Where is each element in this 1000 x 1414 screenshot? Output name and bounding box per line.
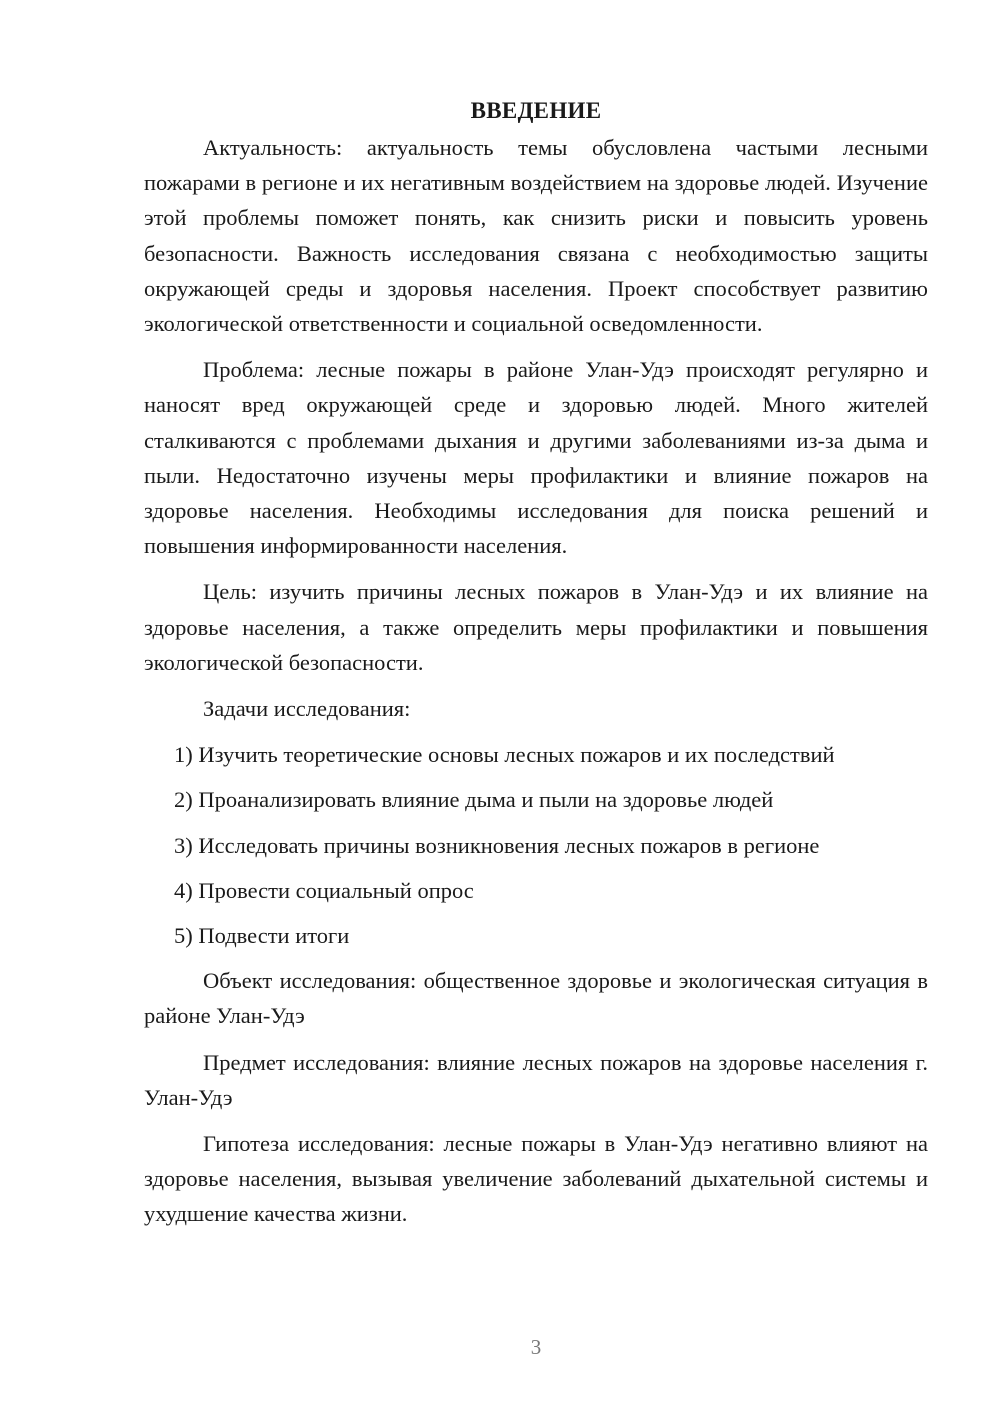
relevance-paragraph: Актуальность: актуальность темы обусловлена частыми лесными пожарами в регионе и их негативным воздействием на здоровье людей. Изучение этой проблемы поможет понять, как снизить риски и повысить уровень безопасности. Важность исследования связана с необходимостью защиты окружающей среды и здоровья населения. Проект способствует развитию экологической ответственности и социальной осведомленности. xyxy=(144,135,928,337)
tasks-list xyxy=(144,737,928,953)
list-item: 2) Проанализировать влияние дыма и пыли на здоровье людей xyxy=(174,787,774,813)
subject-paragraph: Предмет исследования: влияние лесных пожаров на здоровье населения г. Улан-Удэ xyxy=(144,1049,928,1110)
object-paragraph: Объект исследования: общественное здоровье и экологическая ситуация в районе Улан-Удэ xyxy=(144,968,928,1029)
list-item: 5) Подвести итоги xyxy=(174,923,350,949)
list-item: 4) Провести социальный опрос xyxy=(174,877,474,903)
list-item: 1) Изучить теоретические основы лесных пожаров и их последствий xyxy=(174,742,835,768)
page-content xyxy=(144,94,928,1243)
goal-paragraph: Цель: изучить причины лесных пожаров в Улан-Удэ и их влияние на здоровье населения, а также определить меры профилактики и повышения экологической безопасности. xyxy=(144,579,928,675)
tasks-title: Задачи исследования: xyxy=(203,696,411,722)
hypothesis-paragraph: Гипотеза исследования: лесные пожары в Улан-Удэ негативно влияют на здоровье населения, вызывая увеличение заболеваний дыхательной системы и ухудшение качества жизни. xyxy=(144,1131,928,1227)
list-item: 3) Исследовать причины возникновения лесных пожаров в регионе xyxy=(174,832,820,858)
section-heading: ВВЕДЕНИЕ xyxy=(470,98,602,123)
page-number: 3 xyxy=(530,1335,542,1359)
problem-paragraph: Проблема: лесные пожары в районе Улан-Удэ происходят регулярно и наносят вред окружающей среде и здоровью людей. Много жителей сталкиваются с проблемами дыхания и другими заболеваниями из-за дыма и пыли. Недостаточно изучены меры профилактики и влияние пожаров на здоровье населения. Необходимы исследования для поиска решений и повышения информированности населения. xyxy=(144,357,928,559)
